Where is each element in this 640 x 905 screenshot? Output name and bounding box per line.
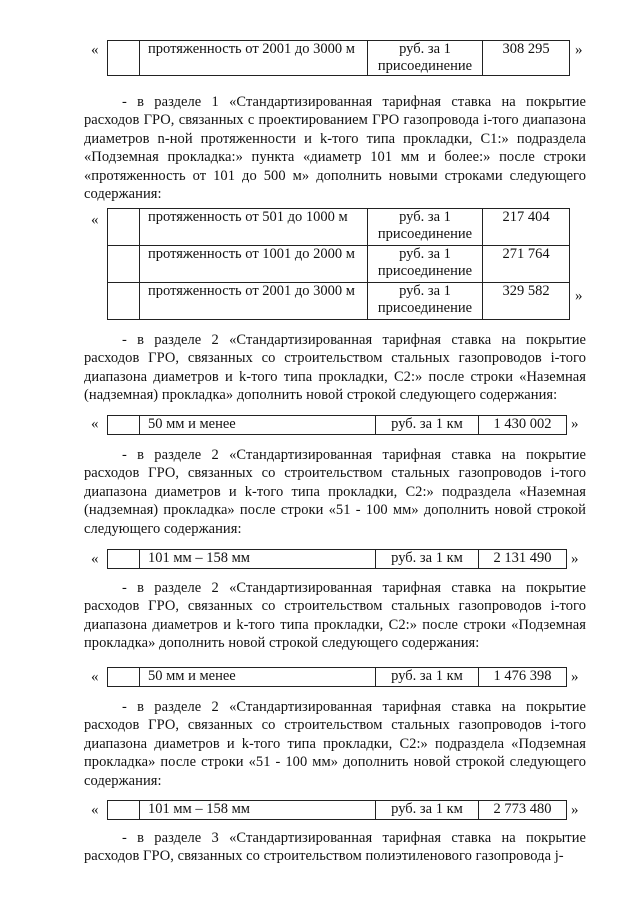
quote-open: «: [91, 212, 99, 228]
length-range-cell: протяженность от 2001 до 3000 м: [140, 283, 368, 320]
tariff-table-3: [107, 415, 567, 435]
table-row: [108, 801, 567, 820]
tariff-table-5: [107, 667, 567, 687]
table-row: [108, 550, 567, 569]
quote-close: »: [575, 288, 583, 304]
empty-cell: [108, 550, 140, 569]
empty-cell: [108, 41, 140, 76]
unit-cell: руб. за 1 присоединение: [368, 283, 483, 320]
empty-cell: [108, 801, 140, 820]
length-range-cell: протяженность от 2001 до 3000 м: [140, 41, 368, 76]
empty-cell: [108, 209, 140, 246]
diameter-cell: 50 мм и менее: [140, 416, 376, 435]
table-row: [108, 416, 567, 435]
quote-open: «: [91, 416, 99, 432]
amendment-paragraph-5: - в разделе 2 «Стандартизированная тарифная ставка на покрытие расходов ГРО, связанных со строительством стальных газопроводов i-того диапазона диаметров и k-того типа прокладки, C2:» подраздела «Подземная прокладка» после строки «51 - 100 мм» дополнить новой строкой следующего содержания:: [84, 699, 586, 789]
length-range-cell: протяженность от 1001 до 2000 м: [140, 246, 368, 283]
value-cell: 271 764: [483, 246, 570, 283]
value-cell: 2 131 490: [479, 550, 567, 569]
length-range-cell: протяженность от 501 до 1000 м: [140, 209, 368, 246]
unit-cell: руб. за 1 км: [376, 668, 479, 687]
unit-cell: руб. за 1 присоединение: [368, 209, 483, 246]
quote-open: «: [91, 802, 99, 818]
amendment-paragraph-2: - в разделе 2 «Стандартизированная тарифная ставка на покрытие расходов ГРО, связанных со строительством стальных газопроводов i-того диапазона диаметров и k-того типа прокладки, C2:» после строки «Наземная (надземная) прокладка» дополнить новой строкой следующего содержания:: [84, 332, 586, 404]
quote-open: «: [91, 551, 99, 567]
empty-cell: [108, 668, 140, 687]
table-row: [108, 209, 570, 246]
table-row: [108, 668, 567, 687]
unit-cell: руб. за 1 км: [376, 416, 479, 435]
value-cell: 217 404: [483, 209, 570, 246]
value-cell: 2 773 480: [479, 801, 567, 820]
quote-open: «: [91, 669, 99, 685]
table-row: [108, 283, 570, 320]
unit-cell: руб. за 1 присоединение: [368, 246, 483, 283]
tariff-table-4: [107, 549, 567, 569]
quote-close: »: [571, 802, 579, 818]
quote-close: »: [571, 416, 579, 432]
tariff-table-1: [107, 40, 570, 76]
unit-cell: руб. за 1 км: [376, 801, 479, 820]
unit-cell: руб. за 1 км: [376, 550, 479, 569]
unit-cell: руб. за 1 присоединение: [368, 41, 483, 76]
empty-cell: [108, 283, 140, 320]
amendment-paragraph-1: - в разделе 1 «Стандартизированная тарифная ставка на покрытие расходов ГРО, связанных с проектированием ГРО газопровода i-того диапазона диаметров n-ной протяженности и k-того типа прокладки, C1:» подраздела «Подземная прокладка:» пункта «диаметр 101 мм и более:» после строки «протяженность от 101 до 500 м» дополнить новыми строками следующего содержания:: [84, 94, 586, 203]
diameter-cell: 101 мм – 158 мм: [140, 550, 376, 569]
value-cell: 308 295: [483, 41, 570, 76]
empty-cell: [108, 246, 140, 283]
value-cell: 1 476 398: [479, 668, 567, 687]
diameter-cell: 50 мм и менее: [140, 668, 376, 687]
tariff-table-2: [107, 208, 570, 320]
quote-close: »: [571, 669, 579, 685]
tariff-table-6: [107, 800, 567, 820]
table-row: [108, 246, 570, 283]
value-cell: 1 430 002: [479, 416, 567, 435]
table-row: [108, 41, 570, 76]
quote-close: »: [571, 551, 579, 567]
quote-open: «: [91, 42, 99, 58]
quote-close: »: [575, 42, 583, 58]
empty-cell: [108, 416, 140, 435]
amendment-paragraph-4: - в разделе 2 «Стандартизированная тарифная ставка на покрытие расходов ГРО, связанных со строительством стальных газопроводов i-того диапазона диаметров и k-того типа прокладки, C2:» после строки «Подземная прокладка» дополнить новой строкой следующего содержания:: [84, 580, 586, 652]
amendment-paragraph-3: - в разделе 2 «Стандартизированная тарифная ставка на покрытие расходов ГРО, связанных со строительством стальных газопроводов i-того диапазона диаметров и k-того типа прокладки, C2:» подраздела «Наземная (надземная) прокладка» после строки «51 - 100 мм» дополнить новой строкой следующего содержания:: [84, 447, 586, 537]
value-cell: 329 582: [483, 283, 570, 320]
amendment-paragraph-6: - в разделе 3 «Стандартизированная тарифная ставка на покрытие расходов ГРО, связанных со строительством полиэтиленового газопровода j-: [84, 830, 586, 865]
diameter-cell: 101 мм – 158 мм: [140, 801, 376, 820]
